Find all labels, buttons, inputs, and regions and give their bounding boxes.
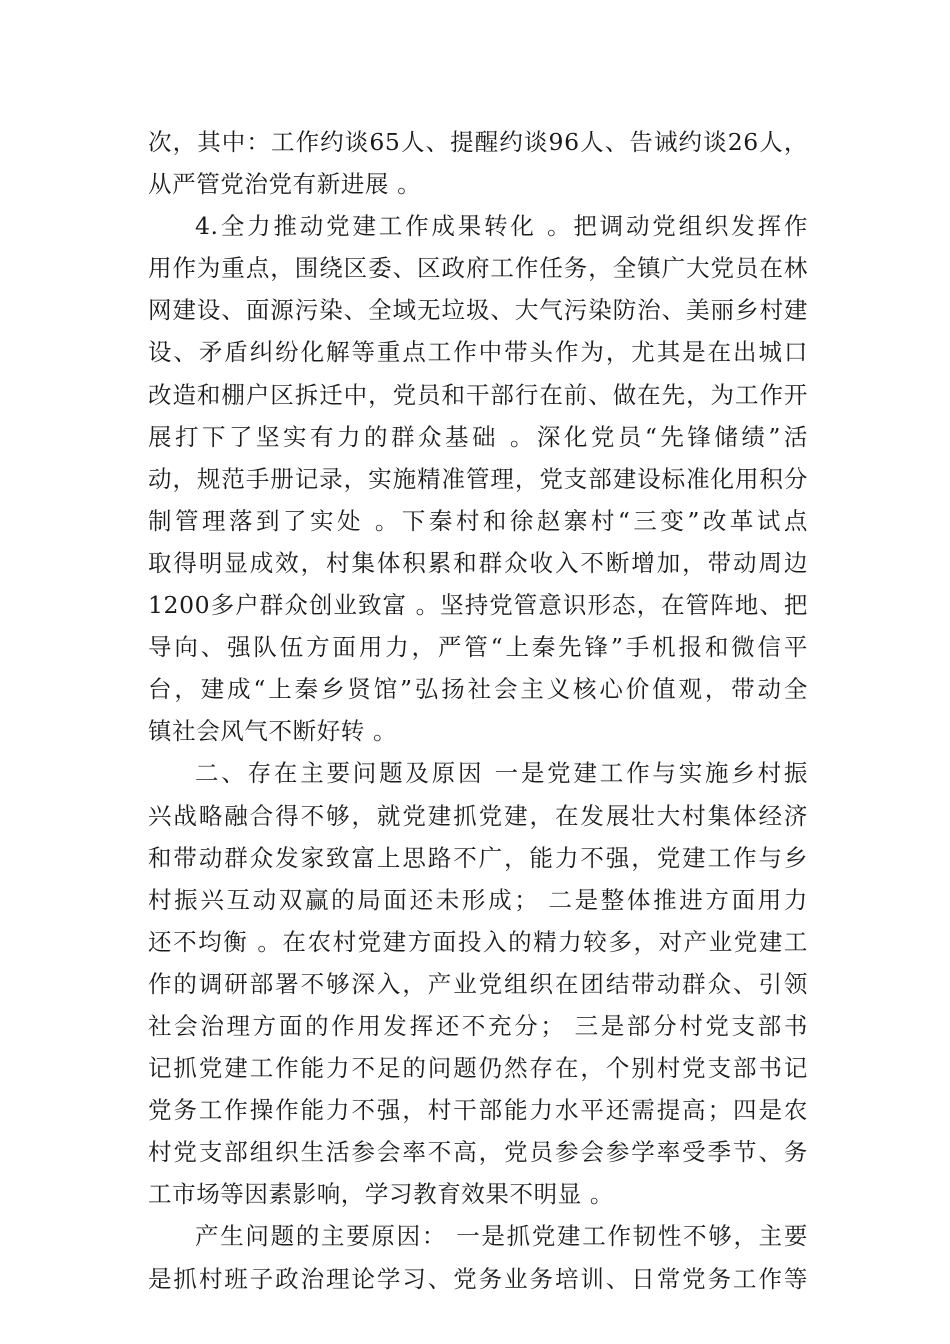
text-line: 兴战略融合得不够，就党建抓党建，在发展壮大村集体经济 bbox=[148, 801, 808, 830]
text-line: 设、矛盾纠纷化解等重点工作中带头作为，尤其是在出城口 bbox=[148, 338, 808, 367]
text-line: 二、存在主要问题及原因 一是党建工作与实施乡村振 bbox=[195, 759, 808, 788]
text-line: 作的调研部署不够深入，产业党组织在团结带动群众、引领 bbox=[148, 969, 808, 998]
text-line: 镇社会风气不断好转 。 bbox=[148, 717, 398, 746]
text-line: 台，建成“上秦乡贤馆”弘扬社会主义核心价值观，带动全 bbox=[148, 675, 808, 704]
text-line: 4.全力推动党建工作成果转化 。把调动党组织发挥作 bbox=[195, 212, 808, 241]
text-line: 村振兴互动双赢的局面还未形成； 二是整体推进方面用力 bbox=[148, 885, 808, 914]
document-body bbox=[148, 121, 808, 1300]
text-line: 展打下了坚实有力的群众基础 。深化党员“先锋储绩”活 bbox=[148, 422, 808, 451]
text-line: 用作为重点，围绕区委、区政府工作任务，全镇广大党员在林 bbox=[148, 254, 808, 283]
text-line: 村党支部组织生活参会率不高，党员参会参学率受季节、务 bbox=[148, 1138, 808, 1167]
text-line: 党务工作操作能力不强，村干部能力水平还需提高；四是农 bbox=[148, 1096, 808, 1125]
text-line: 制管理落到了实处 。下秦村和徐赵寨村“三变”改革试点 bbox=[148, 506, 808, 535]
text-line: 取得明显成效，村集体积累和群众收入不断增加，带动周边 bbox=[148, 548, 808, 577]
text-line: 次，其中：工作约谈65人、提醒约谈96人、告诫约谈26人， bbox=[148, 128, 808, 156]
text-line: 动，规范手册记录，实施精准管理，党支部建设标准化用积分 bbox=[148, 464, 808, 493]
text-line: 社会治理方面的作用发挥还不充分； 三是部分村党支部书 bbox=[148, 1011, 808, 1040]
text-line: 导向、强队伍方面用力，严管“上秦先锋”手机报和微信平 bbox=[148, 633, 808, 662]
text-line: 记抓党建工作能力不足的问题仍然存在，个别村党支部书记 bbox=[148, 1054, 808, 1083]
text-line: 从严管党治党有新进展 。 bbox=[148, 170, 422, 199]
text-line: 网建设、面源污染、全域无垃圾、大气污染防治、美丽乡村建 bbox=[148, 296, 808, 325]
text-line: 工市场等因素影响，学习教育效果不明显 。 bbox=[148, 1180, 614, 1209]
text-line: 产生问题的主要原因： 一是抓党建工作韧性不够，主要 bbox=[195, 1222, 808, 1251]
text-line: 改造和棚户区拆迁中，党员和干部行在前、做在先，为工作开 bbox=[148, 380, 808, 409]
text-line: 1200多户群众创业致富 。坚持党管意识形态，在管阵地、把 bbox=[148, 591, 808, 620]
text-line: 还不均衡 。在农村党建方面投入的精力较多，对产业党建工 bbox=[148, 927, 808, 956]
text-line: 和带动群众发家致富上思路不广，能力不强，党建工作与乡 bbox=[148, 843, 808, 872]
text-line: 是抓村班子政治理论学习、党务业务培训、日常党务工作等 bbox=[148, 1264, 808, 1293]
